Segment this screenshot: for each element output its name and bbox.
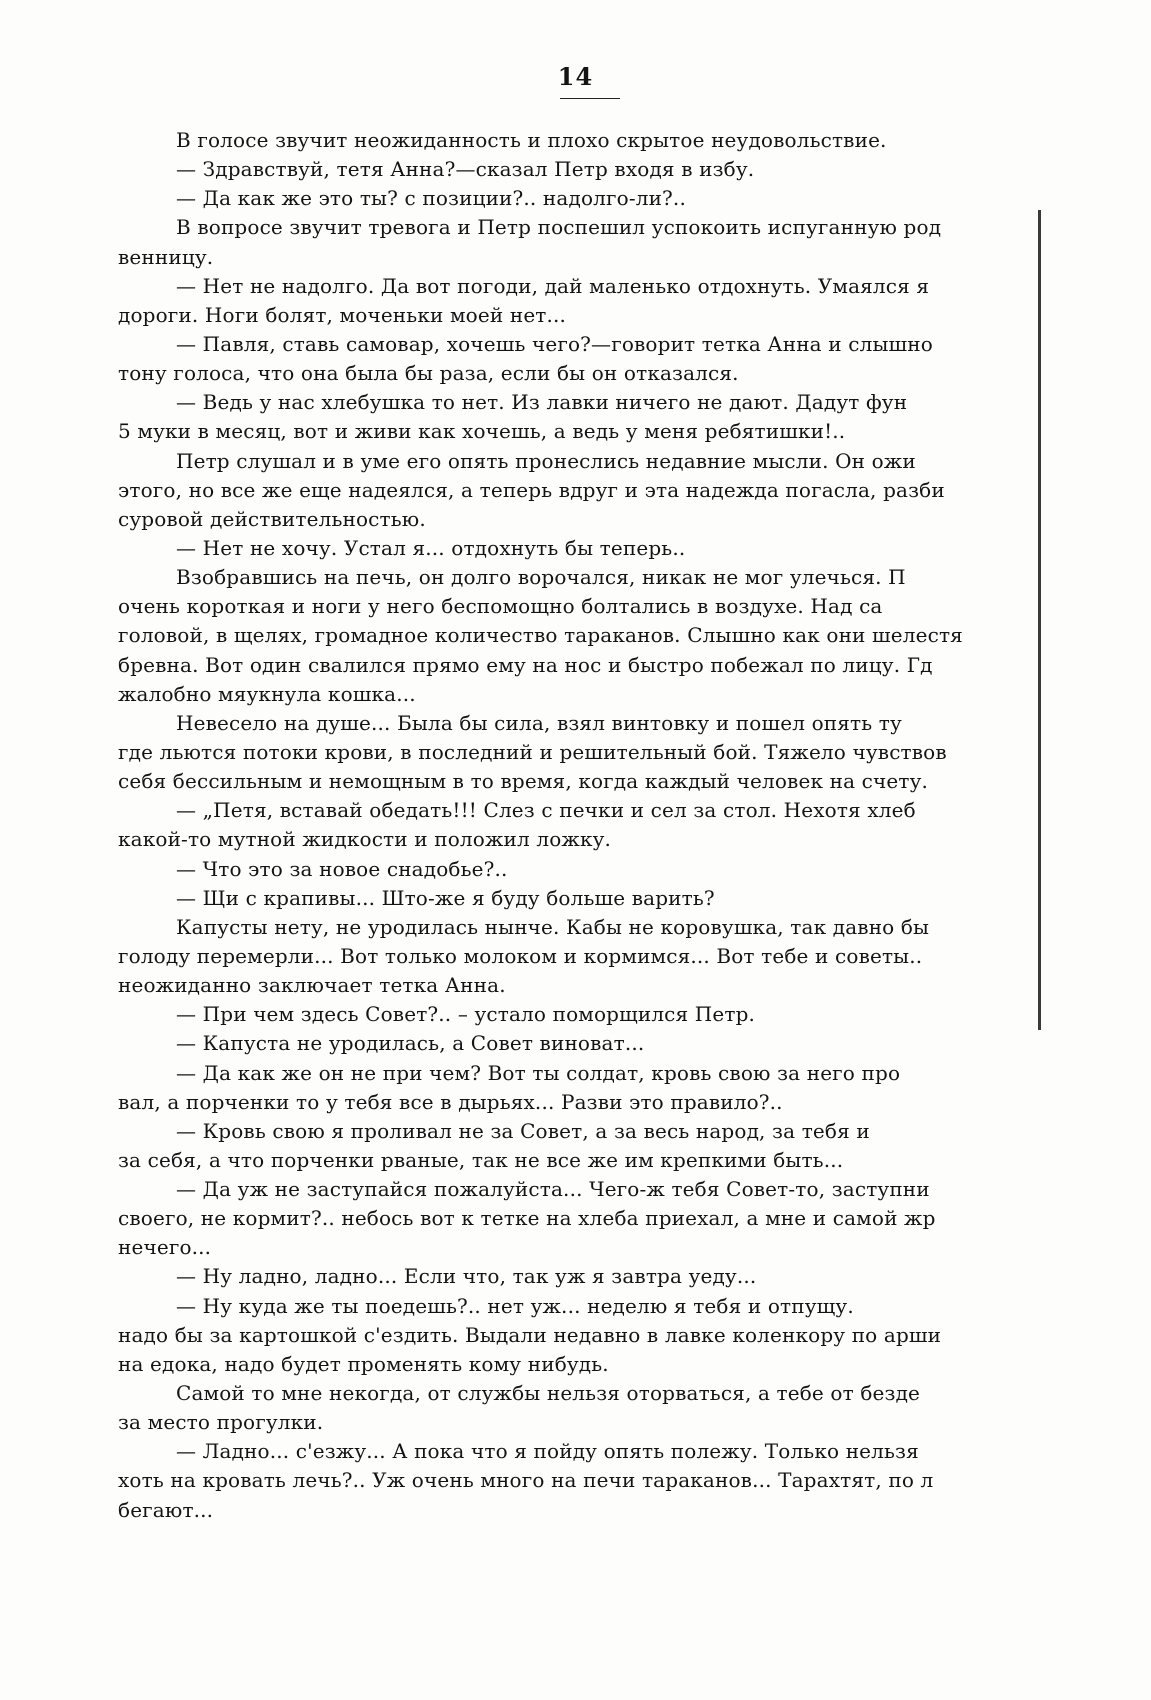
text-line: — „Петя, вставай обедать!!! Слез с печки и сел за стол. Нехотя хлеб [176,798,916,823]
text-line: 5 муки в месяц, вот и живи как хочешь, а ведь у меня ребятишки!.. [118,419,846,444]
text-line: — Да как же это ты? с позиции?.. надолго-ли?.. [176,186,686,211]
text-line: — Что это за новое снадобье?.. [176,856,508,881]
text-line: хоть на кровать лечь?.. Уж очень много на печи тараканов... Тарахтят, по л [118,1468,934,1493]
text-line: — Кровь свою я проливал не за Совет, а за весь народ, за тебя и [176,1118,870,1143]
text-line: суровой действительностью. [118,506,426,531]
text-line: за место прогулки. [118,1410,324,1435]
text-line: Петр слушал и в уме его опять пронеслись недавние мысли. Он ожи [176,448,916,473]
text-line: — Да уж не заступайся пожалуйста... Чего-ж тебя Совет-то, заступни [176,1177,930,1202]
text-line: В голосе звучит неожиданность и плохо скрытое неудовольствие. [176,128,887,152]
text-line: венницу. [118,244,214,269]
text-line: жалобно мяукнула кошка... [118,681,416,706]
text-line: где льются потоки крови, в последний и решительный бой. Тяжело чувствов [118,739,947,764]
text-line: — Нет не хочу. Устал я... отдохнуть бы теперь.. [176,535,686,560]
page-text-body [118,126,1038,1525]
text-line: Самой то мне некогда, от службы нельзя оторваться, а тебе от безде [176,1381,921,1406]
text-line: — Ну куда же ты поедешь?.. нет уж... неделю я тебя и отпущу. [176,1293,854,1318]
text-line: надо бы за картошкой с'ездить. Выдали недавно в лавке коленкору по арши [118,1322,942,1347]
text-line: нечего... [118,1235,212,1260]
text-line: дороги. Ноги болят, моченьки моей нет... [118,302,567,327]
text-line: своего, не кормит?.. небось вот к тетке на хлеба приехал, а мне и самой жр [118,1206,936,1231]
text-line: Взобравшись на печь, он долго ворочался, никак не мог улечься. П [176,565,906,590]
text-line: очень короткая и ноги у него беспомощно болтались в воздухе. Над са [118,594,883,619]
text-line: этого, но все же еще надеялся, а теперь вдруг и эта надежда погасла, разби [118,477,945,502]
text-line: головой, в щелях, громадное количество тараканов. Слышно как они шелестя [118,623,963,648]
text-line: — Ладно... с'езжу... А пока что я пойду опять полежу. Только нельзя [176,1439,919,1464]
text-line: — Капуста не уродилась, а Совет виноват... [176,1031,645,1056]
text-line: — Нет не надолго. Да вот погоди, дай маленько отдохнуть. Умаялся я [176,273,930,298]
text-line: — Павля, ставь самовар, хочешь чего?—говорит тетка Анна и слышно [176,331,933,356]
text-line: тону голоса, что она была бы раза, если бы он отказался. [118,361,739,386]
text-line: вал, а порченки то у тебя все в дырьях... Разви это правило?.. [118,1089,783,1114]
text-line: за себя, а что порченки рваные, так не все же им крепкими быть... [118,1147,844,1172]
text-line: — Щи с крапивы... Што-же я буду больше варить? [176,885,715,910]
text-line: Капусты нету, не уродилась нынче. Кабы не коровушка, так давно бы [176,914,930,939]
text-line: — Ну ладно, ладно... Если что, так уж я завтра уеду... [176,1264,757,1289]
page-number-underline [560,98,620,99]
text-line: Невесело на душе... Была бы сила, взял винтовку и пошел опять ту [176,710,902,735]
text-line: бегают... [118,1497,214,1522]
text-line: на едока, надо будет променять кому нибудь. [118,1351,609,1376]
page-edge-shadow [1038,210,1041,1030]
text-line: — Да как же он не при чем? Вот ты солдат, кровь свою за него про [176,1060,901,1085]
text-line: бревна. Вот один свалился прямо ему на нос и быстро побежал по лицу. Гд [118,652,933,677]
text-line: голоду перемерли... Вот только молоком и кормимся... Вот тебе и советы.. [118,943,923,968]
text-line: какой-то мутной жидкости и положил ложку. [118,827,612,852]
text-line: — Здравствуй, тетя Анна?—сказал Петр входя в избу. [176,157,755,182]
text-line: — Ведь у нас хлебушка то нет. Из лавки ничего не дают. Дадут фун [176,390,908,415]
text-line: себя бессильным и немощным в то время, когда каждый человек на счету. [118,769,929,794]
page-number: 14 [557,62,594,91]
text-line: неожиданно заключает тетка Анна. [118,973,506,998]
text-line: — При чем здесь Совет?.. – устало поморщился Петр. [176,1002,756,1027]
text-line: В вопросе звучит тревога и Петр поспешил успокоить испуганную род [176,215,942,240]
